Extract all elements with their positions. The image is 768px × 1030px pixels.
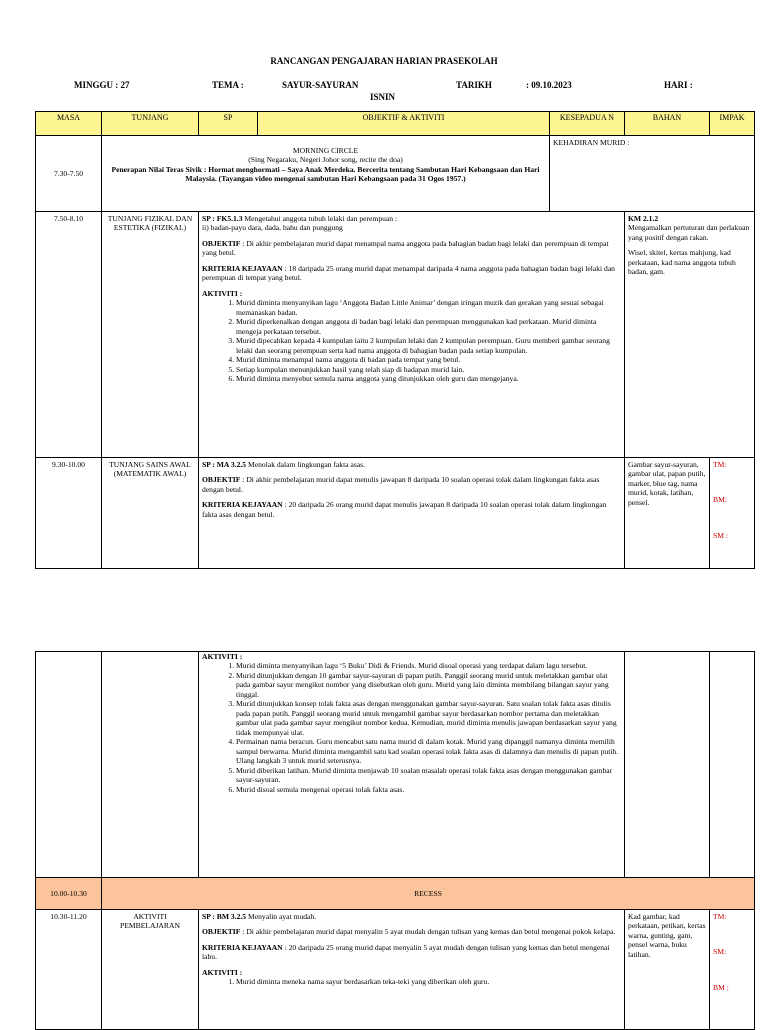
- row1-tunjang: TUNJANG FIZIKAL DAN ESTETIKA (FIZIKAL): [102, 212, 199, 458]
- table-row-recess: [36, 878, 755, 910]
- list-item: 5. Setiap kumpulan menunjukkan hasil yang telah siap di hadapan murid lain.: [236, 365, 621, 374]
- tema-label: TEMA :: [212, 80, 244, 90]
- row1-kriteria-label: KRITERIA KEJAYAAN: [202, 263, 283, 273]
- tema-value: SAYUR-SAYURAN: [282, 80, 359, 90]
- lesson-table-part1: [35, 111, 755, 569]
- row1-km-text: Mengamalkan pertuturan dan perlakuan yang positif dengan rakan.: [628, 223, 750, 242]
- impak-bm: BM:: [713, 495, 727, 505]
- row3-impak: [710, 910, 755, 1030]
- row3-aktiviti-list: [202, 977, 621, 986]
- list-item: 3. Murid ditunjukkan konsep tolak fakta asas dengan menggunakan gambar sayur-sayuran. Satu soalan tolak fakta asas ditulis pada papan putih. Panggil seorang murid untuk mengambil gambar sayur berdasarkan nombor pertama dan meletakkan gambar ulat pada gambar sayur mengikut nombor kedua. Kemudian, murid diminta menulis jawapan berdasarkan sayur yang tidak mempunyai ulat.: [236, 699, 621, 737]
- row1-objektif-text: : Di akhir pembelajaran murid dapat menampal nama anggota pada bahagian badan bagi lelaki dan perempuan di tempat yang betul.: [202, 238, 609, 258]
- row2-content: [199, 458, 625, 569]
- row3-sp-label: SP : BM 3.2.5: [202, 912, 247, 921]
- row1-sp-label: SP : FK5.1.3: [202, 214, 243, 223]
- row1-content: [199, 212, 625, 458]
- row2-time: 9.30-10.00: [36, 458, 102, 569]
- col-header-kesepaduan: KESEPADUA N: [550, 112, 625, 136]
- row3-objektif-label: OBJEKTIF: [202, 927, 241, 937]
- list-item: 5. Murid diberikan latihan. Murid diminta menjawab 10 soalan masalah operasi tolak fakta asas dengan menggunakan gambar sayur-sayuran.: [236, 766, 621, 785]
- row3-time: 10.30-11.20: [36, 910, 102, 1030]
- row3-content: [199, 910, 625, 1030]
- list-item: 4. Murid diminta menampal nama anggota di badan pada tempat yang betul.: [236, 355, 621, 364]
- list-item: 1. Murid diminta menyanyikan lagu ‘Anggota Badan Little Animar’ dengan iringan muzik dan gerakan yang sesuai sebagai memanaskan badan.: [236, 298, 621, 317]
- row3-tunjang: AKTIVITI PEMBELAJARAN: [102, 910, 199, 1030]
- row1-aktiviti-label: AKTIVITI :: [202, 288, 243, 298]
- morning-title: MORNING CIRCLE: [292, 146, 359, 155]
- table-row-fizikal: [36, 212, 755, 458]
- tarikh-value: : 09.10.2023: [526, 80, 572, 90]
- col-header-masa: MASA: [36, 112, 102, 136]
- col-header-bahan: BAHAN: [625, 112, 710, 136]
- row2b-aktiviti-list: [202, 661, 621, 794]
- row3-bahan: Kad gambar, kad perkataan, petikan, kertas warna, gunting, gam, pensel warna, buku latihan.: [625, 910, 710, 1030]
- table-row-matematik: [36, 458, 755, 569]
- row3-objektif-text: : Di akhir pembelajaran murid dapat menyalin 5 ayat mudah dengan tulisan yang kemas dan betul mengenai pokok kelapa.: [240, 927, 616, 937]
- row1-km-label: KM 2.1.2: [628, 214, 659, 223]
- table-header-row: [36, 112, 755, 136]
- list-item: 2. Murid ditunjukkan dengan 10 gambar sayur-sayuran di papan putih. Panggil seorang murid untuk meletakkan gambar ulat pada gambar sayur mengikut nombor yang disebutkan oleh guru. Murid yang lain diminta membilang bilangan sayur yang tinggal.: [236, 671, 621, 699]
- row1-sp-text2: ii) badan-payu dara, dada, bahu dan punggung: [202, 223, 343, 233]
- col-header-sp: SP: [199, 112, 258, 136]
- impak-sm: SM:: [713, 947, 727, 957]
- minggu-label: MINGGU : 27: [74, 80, 130, 90]
- recess-label: RECESS: [102, 878, 755, 910]
- row2-objektif-text: : Di akhir pembelajaran murid dapat menulis jawapan 8 daripada 10 soalan operasi tolak dalam lingkungan fakta asas dengan betul.: [202, 475, 600, 494]
- row2b-aktiviti-label: AKTIVITI :: [202, 652, 243, 661]
- row2-objektif-label: OBJEKTIF: [202, 475, 241, 485]
- impak-tm: TM:: [713, 460, 727, 469]
- page-title: RANCANGAN PENGAJARAN HARIAN PRASEKOLAH: [270, 56, 498, 66]
- morning-subtitle: (Sing Negaraku, Negeri Johor song, recite the doa): [248, 155, 403, 165]
- tarikh-label: TARIKH: [456, 80, 492, 90]
- kehadiran-murid: KEHADIRAN MURID :: [550, 136, 755, 212]
- morning-cell: [102, 136, 550, 212]
- impak-tm: TM:: [713, 912, 727, 921]
- row1-sp-text: Mengetahui anggota tubuh lelaki dan perempuan :: [242, 214, 398, 223]
- table-row-matematik-cont: [36, 652, 755, 878]
- row1-time: 7.50-8.10: [36, 212, 102, 458]
- impak-sm: SM :: [713, 530, 728, 540]
- hari-value: ISNIN: [370, 92, 396, 102]
- list-item: 1. Murid diminta menyanyikan lagu ‘5 Buku’ Didi & Friends. Murid disoal operasi yang terdapat dalam lagu tersebut.: [236, 661, 621, 670]
- row1-aktiviti-list: [202, 298, 621, 383]
- lesson-table-part2: [35, 651, 755, 1030]
- row2-kriteria-label: KRITERIA KEJAYAAN: [202, 500, 283, 510]
- row1-bahan: Wisel, skitel, kertas mahjung, kad perkataan, kad nama anggota tubuh badan, gam.: [628, 248, 736, 277]
- row2-sp-label: SP : MA 3.2.5: [202, 460, 247, 469]
- table-row-morning: [36, 136, 755, 212]
- row1-kriteria-text: : 18 daripada 25 orang murid dapat menampal daripada 4 nama anggota pada bahagian badan bagi lelaki dan perempuan di tempat yang betul.: [202, 263, 615, 283]
- list-item: 3. Murid dipecahkan kepada 4 kumpulan iaitu 2 kumpulan lelaki dan 2 kumpulan perempuan. Guru memberi gambar seorang lelaki dan seorang perempuan serta kad nama anggota di bahagian badan pada setiap kumpulan.: [236, 336, 621, 355]
- row3-kriteria-text: : 20 daripada 25 orang murid dapat menyalin 5 ayat mudah dengan tulisan yang kemas dan betul mengenai labu.: [202, 942, 610, 962]
- row1-objektif-label: OBJEKTIF: [202, 238, 241, 248]
- row2-bahan: Gambar sayur-sayuran, gambar ulat, papan putih, marker, blue tag, nama murid, kotak, latihan, pensel.: [625, 458, 710, 569]
- row2-impak: [710, 458, 755, 569]
- list-item: 4. Permainan nama beracun. Guru mencabut satu nama murid di dalam kotak. Murid yang dipanggil namanya diminta memilih sampul berwarna. Murid diminta mengambil satu kad soalan operasi tolak fakta asas di dalamnya dan menulis di papan putih. Ulang langkah 3 untuk murid seterusnya.: [236, 737, 621, 765]
- recess-time: 10.00-10.30: [36, 878, 102, 910]
- table-row-bm: [36, 910, 755, 1030]
- hari-label: HARI :: [664, 80, 693, 90]
- col-header-tunjang: TUNJANG: [102, 112, 199, 136]
- row3-sp-text: Menyalin ayat mudah.: [246, 912, 317, 921]
- col-header-impak: IMPAK: [710, 112, 755, 136]
- row2-tunjang: TUNJANG SAINS AWAL (MATEMATIK AWAL): [102, 458, 199, 569]
- row2-sp-text: Menolak dalam lingkungan fakta asas.: [246, 460, 366, 469]
- col-header-objektif: OBJEKTIF & AKTIVITI: [258, 112, 550, 136]
- impak-bm: BM :: [713, 982, 729, 992]
- list-item: 6. Murid diminta menyebut semula nama anggota yang ditunjukkan oleh guru dan mengejanya.: [236, 374, 621, 383]
- morning-nilai: Penerapan Nilai Teras Sivik : Hormat menghormati – Saya Anak Merdeka. Bercerita tentang Sambutan Hari Kebangsaan dan Hari Malaysia. (Tayangan video mengenai sambutan Hari Kebangsaan pada 31 Ogos 1957.): [111, 164, 540, 184]
- list-item: 1. Murid diminta meneka nama sayur berdasarkan teka-teki yang diberikan oleh guru.: [236, 977, 621, 986]
- row2b-content: [199, 652, 625, 878]
- row2-kriteria-text: : 20 daripada 26 orang murid dapat menulis jawapan 8 daripada 10 soalan operasi tolak dalam lingkungan fakta asas dengan betul.: [202, 500, 607, 519]
- row1-bahan-cell: [625, 212, 755, 458]
- row3-aktiviti-label: AKTIVITI :: [202, 967, 243, 977]
- list-item: 6. Murid disoal semula mengenai operasi tolak fakta asas.: [236, 785, 621, 794]
- list-item: 2. Murid diperkenalkan dengan anggota di badan bagi lelaki dan perempuan menggunakan kad perkataan. Murid diminta mengeja perkataan tersebut.: [236, 317, 621, 336]
- row3-kriteria-label: KRITERIA KEJAYAAN: [202, 942, 283, 952]
- morning-time: 7.30-7.50: [36, 136, 102, 212]
